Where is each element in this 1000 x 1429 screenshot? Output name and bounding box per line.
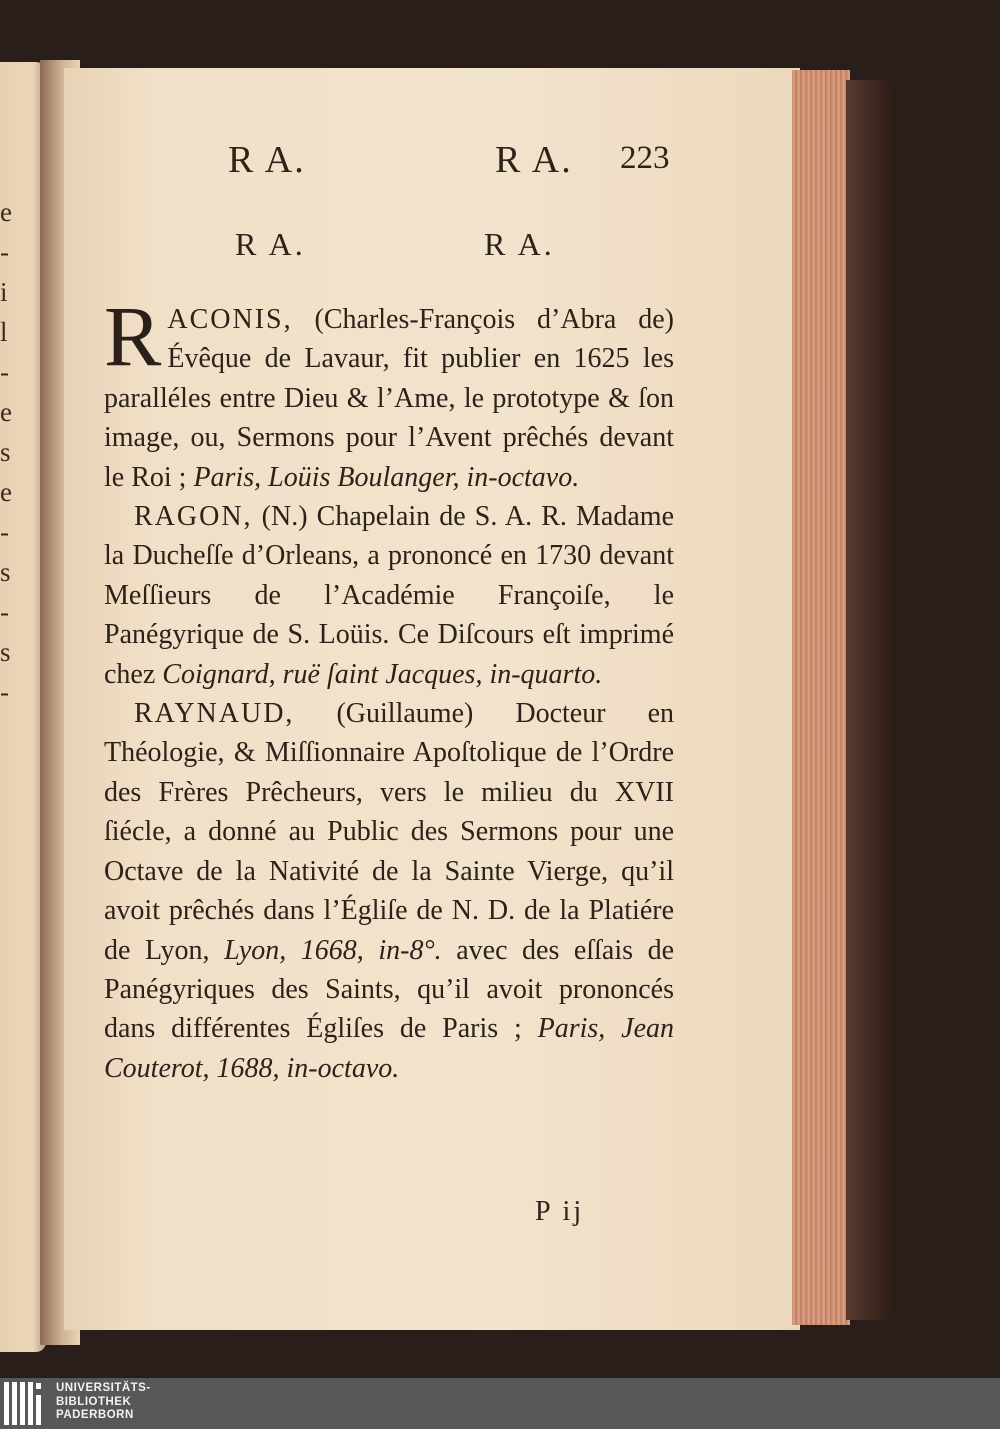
- logo-line: BIBLIOTHEK: [56, 1395, 132, 1408]
- logo-line: PADERBORN: [56, 1409, 134, 1421]
- entry-text: (N.) Chapelain de S. A. R. Madame la Ducheſſe d’Orleans, a prononcé en 1730 devant Meſſieurs de l’Académie Françoiſe, le Panégyrique de S. Loüis. Ce Diſcours eſt imprimé chez: [104, 501, 674, 690]
- margin-letter: l: [0, 317, 8, 347]
- section-head-left: R A.: [235, 226, 306, 262]
- margin-letter: s: [0, 637, 11, 667]
- left-page-margin-letters: [0, 192, 20, 712]
- entry-imprint: Paris, Loüis Boulanger, in-octavo.: [193, 461, 580, 493]
- logo-line: UNIVERSITÄTS-: [56, 1382, 151, 1394]
- page-number: 223: [620, 140, 670, 176]
- margin-letter: e: [0, 477, 12, 507]
- entry-raconis: [104, 288, 674, 497]
- margin-letter: e: [0, 197, 12, 227]
- margin-letter: -: [0, 357, 9, 387]
- margin-letter: s: [0, 437, 11, 467]
- entry-imprint: Lyon, 1668, in-8°.: [224, 934, 442, 966]
- entry-name: ACONIS,: [167, 304, 293, 335]
- running-head-right: R A.: [495, 139, 573, 181]
- book-cover: [846, 80, 894, 1320]
- margin-letter: e: [0, 397, 12, 427]
- margin-letter: s: [0, 557, 11, 587]
- entry-name: RAYNAUD,: [134, 698, 295, 730]
- library-logo-icon: [4, 1382, 46, 1425]
- margin-letter: -: [0, 597, 9, 627]
- entry-imprint: Coignard, ruë ſaint Jacques, in-quarto.: [162, 658, 603, 690]
- library-logo-text: [56, 1382, 151, 1423]
- section-head-right: R A.: [484, 226, 555, 262]
- library-footer: [0, 1378, 1000, 1429]
- page-body: [104, 288, 674, 1088]
- margin-letter: -: [0, 517, 9, 547]
- running-head-left: R A.: [228, 139, 306, 181]
- page-edges: [792, 70, 850, 1325]
- entry-raynaud: [104, 694, 674, 1088]
- entry-imprint-2: Paris, Jean Couterot, 1688, in-octavo.: [104, 1013, 674, 1084]
- margin-letter: -: [0, 237, 9, 267]
- drop-cap: R: [104, 288, 162, 384]
- entry-text: (Guillaume) Docteur en Théologie, & Miſſionnaire Apoſtolique de l’Ordre des Frères Prêcheurs, vers le milieu du XVII ſiécle, a donné au Public des Sermons pour une Octave de la Nativité de la Sainte Vierge, qu’il avoit prêchés dans l’Égliſe de N. D. de la Platiére de Lyon,: [104, 698, 674, 966]
- signature-mark: P ij: [535, 1196, 585, 1227]
- entry-ragon: [104, 497, 674, 694]
- entry-text: (Charles-François d’Abra de) Évêque de Lavaur, fit publier en 1625 les paralléles entre Dieu & l’Ame, le prototype & ſon image, ou, Sermons pour l’Avent prêchés devant le Roi ;: [104, 304, 674, 493]
- margin-letter: -: [0, 677, 9, 707]
- margin-letter: i: [0, 277, 8, 307]
- entry-text-continued: avec des eſſais de Panégyriques des Saints, qu’il avoit prononcés dans différentes Égliſes de Paris ;: [104, 934, 674, 1045]
- entry-name: RAGON,: [134, 501, 253, 533]
